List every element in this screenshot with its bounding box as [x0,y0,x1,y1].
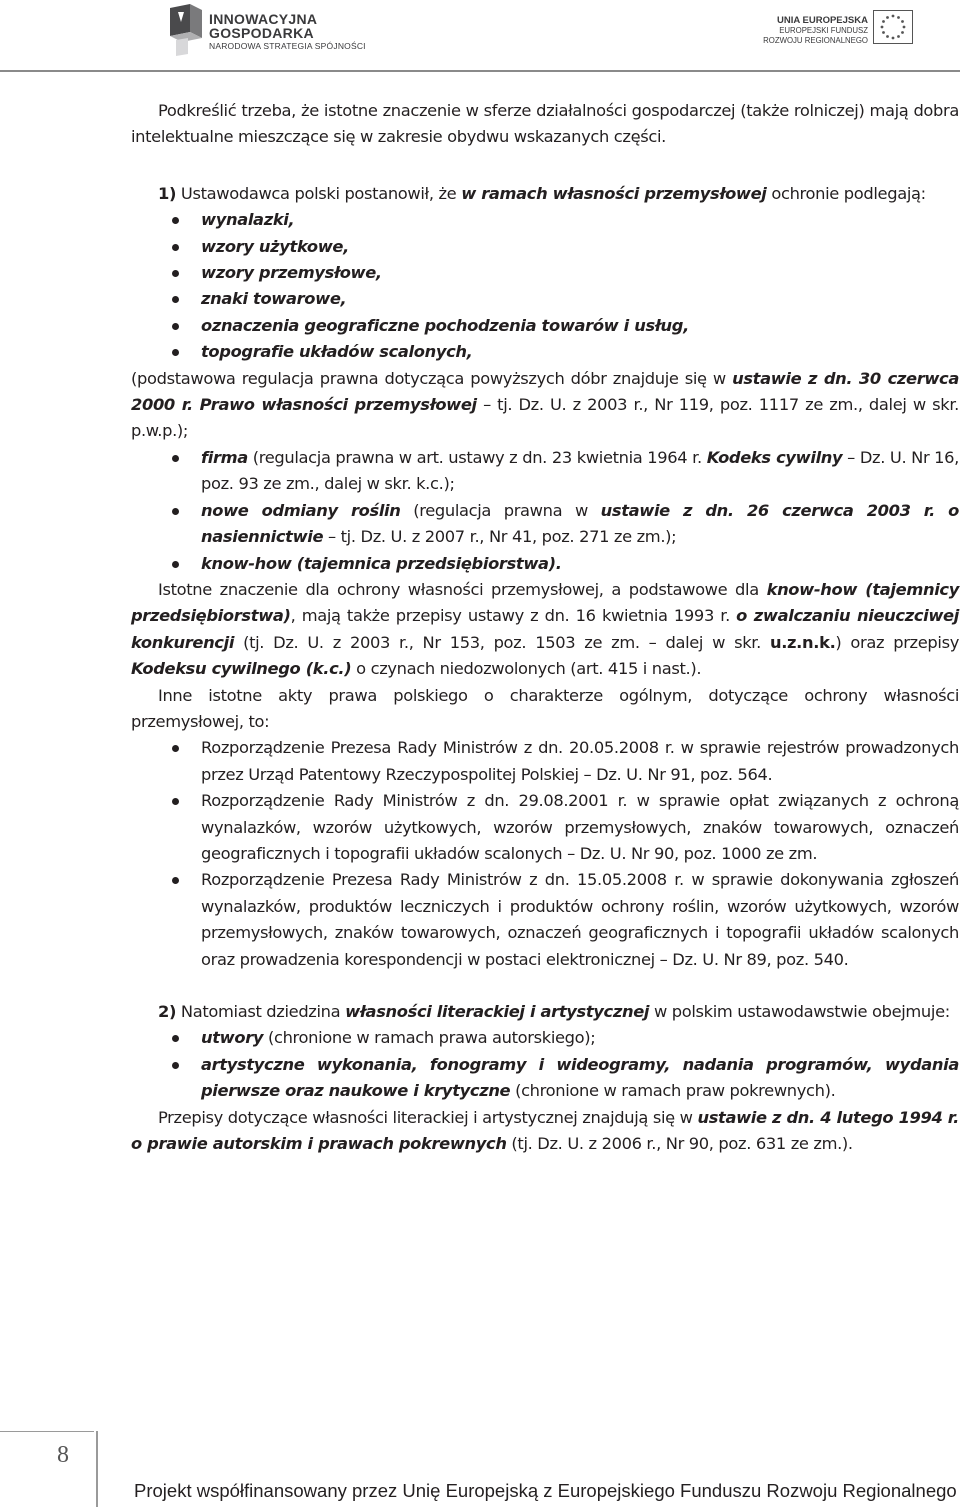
eu-line-3: ROZWOJU REGIONALNEGO [763,35,868,45]
firma-label: firma [201,447,248,467]
related-rights-text: (chronione w ramach praw pokrewnych). [510,1081,836,1101]
know-how-text-2: , mają także przepisy ustawy z dn. 16 kwietnia 1993 r. [290,606,737,626]
document-body [131,98,959,1157]
regulation-text: (podstawowa regulacja prawna dotycząca powyższych dóbr znajduje się w [131,368,733,388]
know-how-text-3: (tj. Dz. U. z 2003 r., Nr 153, poz. 1503 ze zm. – dalej w skr. [234,632,770,652]
literary-property-list [131,1025,959,1104]
know-how-emphasis: know-how (tajemnicy przedsiębiorstwa) [131,579,959,626]
uznk-abbreviation: u.z.n.k. [769,632,836,652]
regulation-act: ustawie z dn. 30 czerwca 2000 r. Prawo własności przemysłowej [131,368,959,415]
list-item: oznaczenia geograficzne pochodzenia towarów i usług, [131,313,959,339]
know-how-paragraph [131,577,959,683]
copyright-act: ustawie z dn. 4 lutego 1994 r. o prawie autorskim i prawach pokrewnych [131,1107,959,1154]
list-item: wzory przemysłowe, [131,260,959,286]
copyright-text: Przepisy dotyczące własności literackiej i artystycznej znajdują się w [158,1107,698,1127]
works-label: utwory [201,1028,264,1048]
firma-text-end: – Dz. U. Nr 16, poz. 93 ze zm., dalej w skr. k.c.); [201,447,959,494]
list-item: Rozporządzenie Prezesa Rady Ministrów z dn. 15.05.2008 r. w sprawie dokonywania zgłoszeń wynalazków, produktów leczniczych i produktów ochrony roślin, wzorów użytkowych, wzorów przemysłowych, znaków towarowych, oznaczeń geograficznych i topografii układów scalonych oraz prowadzenia korespondencji w postaci elektronicznej – Dz. U. Nr 89, poz. 540. [131,867,959,973]
copyright-paragraph [131,1105,959,1158]
page-number-box [0,1431,94,1508]
section-2-number: 2) [158,1002,177,1021]
list-item: Rozporządzenie Rady Ministrów z dn. 29.08.2001 r. w sprawie opłat związanych z ochroną wynalazków, wzorów użytkowych, wzorów przemysłowych, znaków towarowych, oznaczeń geograficznych i topografii układów scalonych – Dz. U. Nr 90, poz. 1000 ze zm. [131,788,959,867]
innowacyjna-gospodarka-logo-text [209,12,366,52]
regulations-list [131,735,959,973]
know-how-text-4: ) oraz przepisy [835,632,959,652]
list-item-firma [131,445,959,498]
intro-paragraph: Podkreślić trzeba, że istotne znaczenie w sferze działalności gospodarczej (także rolniczej) mają dobra intelektualne mieszczące się w zakresie obydwu wskazanych części. [131,101,959,147]
unfair-competition-act: o zwalczaniu nieuczciwej konkurencji [131,606,959,652]
list-item: wynalazki, [131,207,959,233]
works-text: (chronione w ramach prawa autorskiego); [263,1028,596,1048]
spacer [131,973,959,999]
civil-code-emphasis: Kodeksu cywilnego (k.c.) [131,659,352,679]
section-1-number: 1) [158,183,177,203]
other-rights-list [131,445,959,577]
logo-line-2: GOSPODARKA [209,25,314,41]
section-2-text-end: w polskim ustawodawstwie obejmuje: [649,1002,950,1021]
plant-varieties-text-end: – tj. Dz. U. z 2007 r., Nr 41, poz. 271 ze zm.); [323,527,677,547]
plant-varieties-act: ustawie z dn. 26 czerwca 2003 r. o nasiennictwie [201,500,960,547]
section-1-intro [131,181,959,207]
eu-line-1: UNIA EUROPEJSKA [777,15,868,26]
innowacyjna-gospodarka-logo-icon [164,4,204,56]
other-acts-intro: Inne istotne akty prawa polskiego o charakterze ogólnym, dotyczące ochrony własności przemysłowej, to: [131,685,959,731]
plant-varieties-text: (regulacja prawna w [400,500,601,520]
list-item [131,1025,959,1051]
footer-text: Projekt współfinansowany przez Unię Europejską z Europejskiego Funduszu Rozwoju Regionalnego [134,1480,957,1501]
logo-line-1: INNOWACYJNA [209,11,318,27]
footer-divider [96,1431,98,1507]
list-item-know-how: know-how (tajemnica przedsiębiorstwa). [131,551,959,577]
page-header [0,0,960,72]
page-number: 8 [57,1442,69,1468]
plant-varieties-label: nowe odmiany roślin [201,500,401,520]
list-item: znaki towarowe, [131,286,959,312]
section-1-text-end: ochronie podlegają: [766,183,926,203]
list-item: topografie układów scalonych, [131,339,959,365]
list-item [131,1052,959,1105]
list-item: wzory użytkowe, [131,234,959,260]
know-how-text-5: o czynach niedozwolonych (art. 415 i nast.). [351,659,702,679]
related-rights-label: artystyczne wykonania, fonogramy i wideogramy, nadania programów, wydania pierwsze oraz naukowe i krytyczne [201,1054,959,1101]
firma-act: Kodeks cywilny [706,447,843,467]
firma-text: (regulacja prawna w art. ustawy z dn. 23 kwietnia 1964 r. [247,447,707,467]
regulation-paragraph [131,366,959,445]
section-2-emphasis: własności literackiej i artystycznej [345,1002,650,1021]
section-2-text: Natomiast dziedzina [176,1002,346,1021]
eu-logo-text [763,16,868,45]
section-1-text: Ustawodawca polski postanowił, że [176,183,462,203]
regulation-text-end: – tj. Dz. U. z 2003 r., Nr 119, poz. 1117 ze zm., dalej w skr. p.w.p.); [131,395,959,441]
know-how-text: Istotne znaczenie dla ochrony własności przemysłowej, a podstawowe dla [158,579,767,599]
spacer [131,151,959,181]
list-item: Rozporządzenie Prezesa Rady Ministrów z dn. 20.05.2008 r. w sprawie rejestrów prowadzonych przez Urząd Patentowy Rzeczypospolitej Polskiej – Dz. U. Nr 91, poz. 564. [131,735,959,788]
eu-line-2: EUROPEJSKI FUNDUSZ [779,26,868,35]
copyright-text-end: (tj. Dz. U. z 2006 r., Nr 90, poz. 631 ze zm.). [506,1134,853,1154]
industrial-property-list [131,207,959,365]
header-divider [0,70,960,72]
section-1-emphasis: w ramach własności przemysłowej [461,183,767,203]
list-item-plant-varieties [131,498,959,551]
logo-line-3: NARODOWA STRATEGIA SPÓJNOŚCI [209,41,366,51]
section-2-intro [131,999,959,1025]
eu-flag-icon [873,10,913,44]
